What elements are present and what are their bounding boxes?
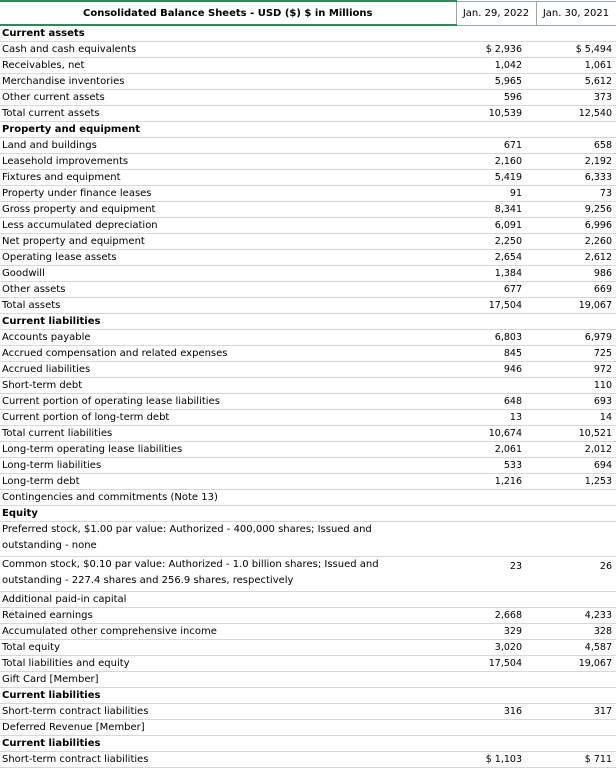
row-label: Leasehold improvements	[0, 154, 456, 170]
value-2022: 91	[456, 186, 536, 202]
table-row	[0, 458, 616, 474]
row-label: Total equity	[0, 640, 456, 656]
value-2021	[536, 490, 616, 506]
row-label: Total assets	[0, 298, 456, 314]
value-2021: 6,979	[536, 330, 616, 346]
value-2022: 677	[456, 282, 536, 298]
value-2022: 6,803	[456, 330, 536, 346]
value-2021: 5,612	[536, 74, 616, 90]
row-label: Short-term debt	[0, 378, 456, 394]
table-title: Consolidated Balance Sheets - USD ($) $ in Millions	[0, 1, 456, 25]
table-row	[0, 608, 616, 624]
value-2022: 8,341	[456, 202, 536, 218]
value-2021	[536, 736, 616, 752]
table-row	[0, 106, 616, 122]
value-2021: 1,253	[536, 474, 616, 490]
value-2021	[536, 672, 616, 688]
table-row	[0, 58, 616, 74]
row-label: Total liabilities and equity	[0, 656, 456, 672]
column-header-2021: Jan. 30, 2021	[536, 1, 616, 25]
table-row	[0, 624, 616, 640]
value-2022: 13	[456, 410, 536, 426]
table-row	[0, 474, 616, 490]
value-2022: 533	[456, 458, 536, 474]
table-row	[0, 506, 616, 522]
value-2022: 2,668	[456, 608, 536, 624]
table-row	[0, 522, 616, 557]
table-row	[0, 410, 616, 426]
row-label: Additional paid-in capital	[0, 592, 456, 608]
value-2022	[456, 720, 536, 736]
value-2022	[456, 522, 536, 557]
row-label: Current portion of long-term debt	[0, 410, 456, 426]
row-label: Net property and equipment	[0, 234, 456, 250]
table-row	[0, 282, 616, 298]
table-row	[0, 720, 616, 736]
value-2022: 596	[456, 90, 536, 106]
value-2021: 14	[536, 410, 616, 426]
row-label: Cash and cash equivalents	[0, 42, 456, 58]
value-2021: 9,256	[536, 202, 616, 218]
row-label: Land and buildings	[0, 138, 456, 154]
row-label: Short-term contract liabilities	[0, 752, 456, 768]
row-label: Long-term liabilities	[0, 458, 456, 474]
value-2021: 972	[536, 362, 616, 378]
value-2021: 1,061	[536, 58, 616, 74]
value-2022: 2,160	[456, 154, 536, 170]
row-label: Short-term contract liabilities	[0, 704, 456, 720]
table-row	[0, 656, 616, 672]
value-2021	[536, 25, 616, 42]
table-row	[0, 688, 616, 704]
value-2022: 2,654	[456, 250, 536, 266]
value-2022	[456, 672, 536, 688]
row-label: Accrued compensation and related expenses	[0, 346, 456, 362]
table-row	[0, 218, 616, 234]
value-2021: 6,996	[536, 218, 616, 234]
table-row	[0, 490, 616, 506]
section-heading: Equity	[0, 506, 456, 522]
row-label: Deferred Revenue [Member]	[0, 720, 456, 736]
row-label: Merchandise inventories	[0, 74, 456, 90]
value-2022: 2,061	[456, 442, 536, 458]
section-heading: Current liabilities	[0, 314, 456, 330]
value-2021: 2,012	[536, 442, 616, 458]
value-2021: 669	[536, 282, 616, 298]
value-2021	[536, 592, 616, 608]
table-row	[0, 736, 616, 752]
value-2021: 19,067	[536, 298, 616, 314]
value-2021: 2,612	[536, 250, 616, 266]
value-2022	[456, 490, 536, 506]
value-2021: 373	[536, 90, 616, 106]
value-2021	[536, 522, 616, 557]
row-label: Long-term debt	[0, 474, 456, 490]
value-2022	[456, 122, 536, 138]
row-label: Contingencies and commitments (Note 13)	[0, 490, 456, 506]
table-row	[0, 378, 616, 394]
value-2022: 23	[456, 557, 536, 592]
value-2021: 6,333	[536, 170, 616, 186]
value-2022: 3,020	[456, 640, 536, 656]
value-2022: 329	[456, 624, 536, 640]
value-2022	[456, 314, 536, 330]
value-2021: 2,260	[536, 234, 616, 250]
value-2021	[536, 688, 616, 704]
table-row	[0, 346, 616, 362]
value-2022: $ 1,103	[456, 752, 536, 768]
value-2022	[456, 506, 536, 522]
row-label: Goodwill	[0, 266, 456, 282]
table-row	[0, 154, 616, 170]
value-2021: 986	[536, 266, 616, 282]
value-2021: 4,233	[536, 608, 616, 624]
table-row	[0, 186, 616, 202]
table-row	[0, 592, 616, 608]
section-heading: Current liabilities	[0, 688, 456, 704]
value-2022: 845	[456, 346, 536, 362]
row-label: Other current assets	[0, 90, 456, 106]
value-2021: 26	[536, 557, 616, 592]
value-2022: 17,504	[456, 298, 536, 314]
value-2022: 946	[456, 362, 536, 378]
section-heading: Property and equipment	[0, 122, 456, 138]
row-label: Common stock, $0.10 par value: Authorized - 1.0 billion shares; Issued and outstanding - 227.4 shares and 256.9 shares, respectively	[0, 557, 456, 592]
row-label: Fixtures and equipment	[0, 170, 456, 186]
table-row	[0, 250, 616, 266]
table-row	[0, 442, 616, 458]
value-2022: 1,384	[456, 266, 536, 282]
value-2022: 648	[456, 394, 536, 410]
value-2021: 12,540	[536, 106, 616, 122]
value-2021: 694	[536, 458, 616, 474]
table-row	[0, 704, 616, 720]
table-row	[0, 234, 616, 250]
value-2022	[456, 25, 536, 42]
table-row	[0, 138, 616, 154]
value-2021: 19,067	[536, 656, 616, 672]
value-2022	[456, 592, 536, 608]
table-row	[0, 266, 616, 282]
row-label: Retained earnings	[0, 608, 456, 624]
column-header-2022: Jan. 29, 2022	[456, 1, 536, 25]
value-2021: 658	[536, 138, 616, 154]
value-2022: 5,419	[456, 170, 536, 186]
value-2022: $ 2,936	[456, 42, 536, 58]
table-body	[0, 25, 616, 768]
value-2021: 2,192	[536, 154, 616, 170]
table-row	[0, 362, 616, 378]
value-2021	[536, 506, 616, 522]
value-2022: 10,539	[456, 106, 536, 122]
table-row	[0, 25, 616, 42]
table-row	[0, 42, 616, 58]
row-label: Total current assets	[0, 106, 456, 122]
value-2021	[536, 122, 616, 138]
table-row	[0, 672, 616, 688]
value-2022: 671	[456, 138, 536, 154]
table-row	[0, 90, 616, 106]
table-row	[0, 298, 616, 314]
value-2022: 10,674	[456, 426, 536, 442]
value-2022: 17,504	[456, 656, 536, 672]
value-2022	[456, 378, 536, 394]
header-row	[0, 1, 616, 25]
table-row	[0, 74, 616, 90]
value-2022	[456, 688, 536, 704]
value-2022	[456, 736, 536, 752]
value-2021: 725	[536, 346, 616, 362]
table-row	[0, 640, 616, 656]
value-2021: $ 5,494	[536, 42, 616, 58]
table-row	[0, 752, 616, 768]
value-2021	[536, 720, 616, 736]
value-2022: 1,042	[456, 58, 536, 74]
row-label: Current portion of operating lease liabilities	[0, 394, 456, 410]
row-label: Gross property and equipment	[0, 202, 456, 218]
value-2022: 316	[456, 704, 536, 720]
value-2021: 317	[536, 704, 616, 720]
row-label: Accrued liabilities	[0, 362, 456, 378]
value-2022: 6,091	[456, 218, 536, 234]
table-row	[0, 426, 616, 442]
table-row	[0, 122, 616, 138]
row-label: Accounts payable	[0, 330, 456, 346]
row-label: Preferred stock, $1.00 par value: Authorized - 400,000 shares; Issued and outstanding - none	[0, 522, 456, 557]
value-2021: 10,521	[536, 426, 616, 442]
value-2021	[536, 314, 616, 330]
table-row	[0, 170, 616, 186]
value-2022: 5,965	[456, 74, 536, 90]
section-heading: Current assets	[0, 25, 456, 42]
section-heading: Current liabilities	[0, 736, 456, 752]
value-2022: 1,216	[456, 474, 536, 490]
value-2021: 693	[536, 394, 616, 410]
row-label: Total current liabilities	[0, 426, 456, 442]
row-label: Gift Card [Member]	[0, 672, 456, 688]
row-label: Long-term operating lease liabilities	[0, 442, 456, 458]
table-row	[0, 202, 616, 218]
value-2021: 110	[536, 378, 616, 394]
value-2021: $ 711	[536, 752, 616, 768]
value-2021: 73	[536, 186, 616, 202]
value-2021: 4,587	[536, 640, 616, 656]
value-2022: 2,250	[456, 234, 536, 250]
row-label: Other assets	[0, 282, 456, 298]
row-label: Property under finance leases	[0, 186, 456, 202]
row-label: Operating lease assets	[0, 250, 456, 266]
value-2021: 328	[536, 624, 616, 640]
row-label: Accumulated other comprehensive income	[0, 624, 456, 640]
table-row	[0, 330, 616, 346]
row-label: Receivables, net	[0, 58, 456, 74]
row-label: Less accumulated depreciation	[0, 218, 456, 234]
table-row	[0, 557, 616, 592]
table-row	[0, 314, 616, 330]
table-row	[0, 394, 616, 410]
